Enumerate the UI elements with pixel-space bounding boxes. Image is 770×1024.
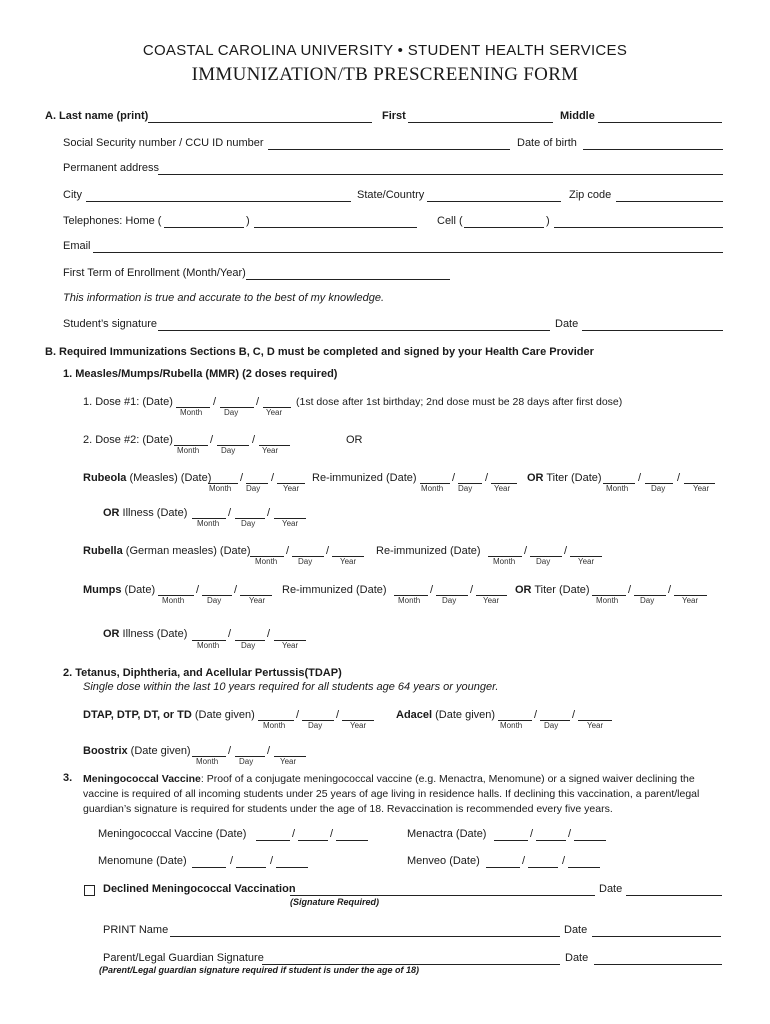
ssn-field[interactable] [268, 149, 510, 150]
slash: / [228, 628, 232, 640]
day-caption: Day [651, 484, 666, 493]
year-caption: Year [350, 721, 367, 730]
form-title: IMMUNIZATION/TB PRESCREENING FORM [191, 64, 579, 85]
dose1-note: (1st dose after 1st birthday; 2nd dose must be 28 days after first dose) [296, 396, 623, 408]
month-caption: Month [197, 519, 220, 528]
middle-name-label: Middle [560, 110, 595, 122]
slash: / [234, 584, 238, 596]
slash: / [252, 434, 256, 446]
slash: / [228, 507, 232, 519]
slash: / [270, 855, 274, 867]
month-caption: Month [596, 596, 619, 605]
menveo-year-field[interactable] [568, 867, 600, 868]
declined-checkbox[interactable] [84, 885, 95, 896]
month-caption: Month [196, 757, 219, 766]
slash: / [286, 545, 290, 557]
day-caption: Day [442, 596, 457, 605]
day-caption: Day [221, 446, 236, 455]
guardian-date-label: Date [565, 952, 589, 964]
slash: / [572, 709, 576, 721]
day-caption: Day [298, 557, 313, 566]
menactra-day-field[interactable] [536, 840, 566, 841]
dtap-label: DTAP, DTP, DT, or TD (Date given) [83, 709, 255, 721]
student-signature-field[interactable] [158, 330, 550, 331]
slash: / [628, 584, 632, 596]
email-field[interactable] [93, 252, 723, 253]
print-name-label: PRINT Name [103, 924, 169, 936]
slash: / [564, 545, 568, 557]
attestation-text: This information is true and accurate to the best of my knowledge. [63, 292, 384, 304]
tdap-title: 2. Tetanus, Diphtheria, and Acellular Pertussis(TDAP) [63, 667, 342, 679]
day-caption: Day [241, 641, 256, 650]
day-caption: Day [239, 757, 254, 766]
print-name-field[interactable] [170, 936, 560, 937]
year-caption: Year [340, 557, 357, 566]
mening-vaccine-date-label: Meningococcal Vaccine (Date) [98, 828, 247, 840]
home-paren-close: ) [246, 215, 250, 227]
slash: / [530, 828, 534, 840]
mening-year-field[interactable] [336, 840, 368, 841]
slash: / [296, 709, 300, 721]
meningococcal-paragraph: Meningococcal Vaccine: Proof of a conjugate meningococcal vaccine (e.g. Menactra, Menomune) or a signed waiver declining the vaccine is required of all incoming students under 25 years of age living in residence halls. If declining this vaccination, a parent/legal guardian’s signature is required for students under the age of 18. Revaccination is recommended every five years. [83, 773, 700, 815]
rubeola-titer-label: OR Titer (Date) [527, 472, 602, 484]
year-caption: Year [282, 519, 299, 528]
menveo-day-field[interactable] [528, 867, 558, 868]
year-caption: Year [262, 446, 279, 455]
slash: / [430, 584, 434, 596]
day-caption: Day [308, 721, 323, 730]
day-caption: Day [241, 519, 256, 528]
year-caption: Year [494, 484, 511, 493]
cell-phone-label: Cell ( [437, 215, 463, 227]
day-caption: Day [246, 484, 261, 493]
dob-label: Date of birth [517, 137, 577, 149]
dose2-label: 2. Dose #2: (Date) [83, 434, 173, 446]
menveo-label: Menveo (Date) [407, 855, 480, 867]
declined-signature-field[interactable] [290, 895, 595, 896]
menomune-label: Menomune (Date) [98, 855, 187, 867]
signature-date-label: Date [555, 318, 579, 330]
menactra-label: Menactra (Date) [407, 828, 487, 840]
slash: / [638, 472, 642, 484]
month-caption: Month [606, 484, 629, 493]
slash: / [568, 828, 572, 840]
year-caption: Year [282, 641, 299, 650]
slash: / [668, 584, 672, 596]
slash: / [210, 434, 214, 446]
year-caption: Year [483, 596, 500, 605]
month-caption: Month [398, 596, 421, 605]
slash: / [534, 709, 538, 721]
cell-phone-field[interactable] [554, 227, 723, 228]
slash: / [470, 584, 474, 596]
middle-name-field[interactable] [598, 122, 722, 123]
rubella-reimmunized-label: Re-immunized (Date) [376, 545, 481, 557]
slash: / [228, 745, 232, 757]
home-area-code-field[interactable] [164, 227, 244, 228]
dob-field[interactable] [583, 149, 723, 150]
slash: / [256, 396, 260, 408]
ssn-label: Social Security number / CCU ID number [63, 137, 264, 149]
day-caption: Day [544, 721, 559, 730]
slash: / [271, 472, 275, 484]
mumps-illness-label: OR Illness (Date) [103, 628, 188, 640]
mening-day-field[interactable] [298, 840, 328, 841]
state-field[interactable] [427, 201, 561, 202]
boostrix-label: Boostrix (Date given) [83, 745, 191, 757]
or-text: OR [346, 434, 363, 446]
day-caption: Day [536, 557, 551, 566]
home-phone-field[interactable] [254, 227, 417, 228]
mening-month-field[interactable] [256, 840, 290, 841]
org-header: COASTAL CAROLINA UNIVERSITY • STUDENT HEALTH SERVICES [142, 42, 628, 59]
rubeola-reimmunized-label: Re-immunized (Date) [312, 472, 417, 484]
menactra-year-field[interactable] [574, 840, 606, 841]
mumps-label: Mumps (Date) [83, 584, 156, 596]
mmr-title: 1. Measles/Mumps/Rubella (MMR) (2 doses required) [63, 368, 338, 380]
tdap-subtitle: Single dose within the last 10 years required for all students age 64 years or younger. [83, 681, 499, 693]
month-caption: Month [493, 557, 516, 566]
year-caption: Year [283, 484, 300, 493]
slash: / [330, 828, 334, 840]
day-caption: Day [224, 408, 239, 417]
print-date-label: Date [564, 924, 588, 936]
year-caption: Year [266, 408, 283, 417]
guardian-note: (Parent/Legal guardian signature required if student is under the age of 18) [99, 965, 420, 975]
dose1-label: 1. Dose #1: (Date) [83, 396, 173, 408]
cell-paren-close: ) [546, 215, 550, 227]
cell-area-code-field[interactable] [464, 227, 544, 228]
last-name-label: A. Last name (print) [45, 110, 149, 122]
declined-label: Declined Meningococcal Vaccination [103, 883, 296, 895]
first-name-label: First [382, 110, 406, 122]
menveo-month-field[interactable] [486, 867, 520, 868]
guardian-date-field[interactable] [594, 964, 722, 965]
declined-date-label: Date [599, 883, 623, 895]
slash: / [326, 545, 330, 557]
month-caption: Month [500, 721, 523, 730]
month-caption: Month [255, 557, 278, 566]
slash: / [267, 745, 271, 757]
slash: / [677, 472, 681, 484]
city-label: City [63, 189, 82, 201]
slash: / [213, 396, 217, 408]
slash: / [240, 472, 244, 484]
last-name-field[interactable] [148, 122, 372, 123]
rubeola-illness-label: OR Illness (Date) [103, 507, 188, 519]
mumps-reimmunized-label: Re-immunized (Date) [282, 584, 387, 596]
day-caption: Day [207, 596, 222, 605]
slash: / [196, 584, 200, 596]
slash: / [230, 855, 234, 867]
slash: / [524, 545, 528, 557]
adacel-label: Adacel (Date given) [396, 709, 496, 721]
day-caption: Day [640, 596, 655, 605]
first-term-field[interactable] [246, 279, 450, 280]
month-caption: Month [263, 721, 286, 730]
first-name-field[interactable] [408, 122, 553, 123]
declined-date-field[interactable] [626, 895, 722, 896]
state-label: State/Country [357, 189, 425, 201]
year-caption: Year [693, 484, 710, 493]
year-caption: Year [682, 596, 699, 605]
slash: / [522, 855, 526, 867]
menomune-month-field[interactable] [192, 867, 226, 868]
signature-required-note: (Signature Required) [290, 897, 380, 907]
email-label: Email [63, 240, 91, 252]
month-caption: Month [209, 484, 232, 493]
month-caption: Month [162, 596, 185, 605]
slash: / [485, 472, 489, 484]
menomune-day-field[interactable] [236, 867, 266, 868]
zip-label: Zip code [569, 189, 612, 201]
zip-field[interactable] [616, 201, 723, 202]
section-b-heading: B. Required Immunizations Sections B, C, D must be completed and signed by your Health Care Provider [45, 346, 594, 358]
slash: / [336, 709, 340, 721]
address-label: Permanent address [63, 162, 159, 174]
guardian-signature-label: Parent/Legal Guardian Signature [103, 952, 264, 964]
home-phone-label: Telephones: Home ( [63, 215, 162, 227]
first-term-label: First Term of Enrollment (Month/Year) [63, 267, 246, 279]
day-caption: Day [458, 484, 473, 493]
print-date-field[interactable] [592, 936, 721, 937]
slash: / [562, 855, 566, 867]
city-field[interactable] [86, 201, 351, 202]
slash: / [267, 507, 271, 519]
slash: / [267, 628, 271, 640]
menactra-month-field[interactable] [494, 840, 528, 841]
mening-number: 3. [63, 772, 73, 784]
month-caption: Month [177, 446, 200, 455]
month-caption: Month [421, 484, 444, 493]
signature-date-field[interactable] [582, 330, 723, 331]
slash: / [292, 828, 296, 840]
rubeola-label: Rubeola (Measles) (Date) [83, 472, 212, 484]
year-caption: Year [249, 596, 266, 605]
mumps-titer-label: OR Titer (Date) [515, 584, 590, 596]
address-field[interactable] [158, 174, 723, 175]
menomune-year-field[interactable] [276, 867, 308, 868]
student-signature-label: Student’s signature [63, 318, 157, 330]
rubella-label: Rubella (German measles) (Date) [83, 545, 251, 557]
slash: / [452, 472, 456, 484]
year-caption: Year [578, 557, 595, 566]
month-caption: Month [180, 408, 203, 417]
year-caption: Year [280, 757, 297, 766]
month-caption: Month [197, 641, 220, 650]
year-caption: Year [587, 721, 604, 730]
